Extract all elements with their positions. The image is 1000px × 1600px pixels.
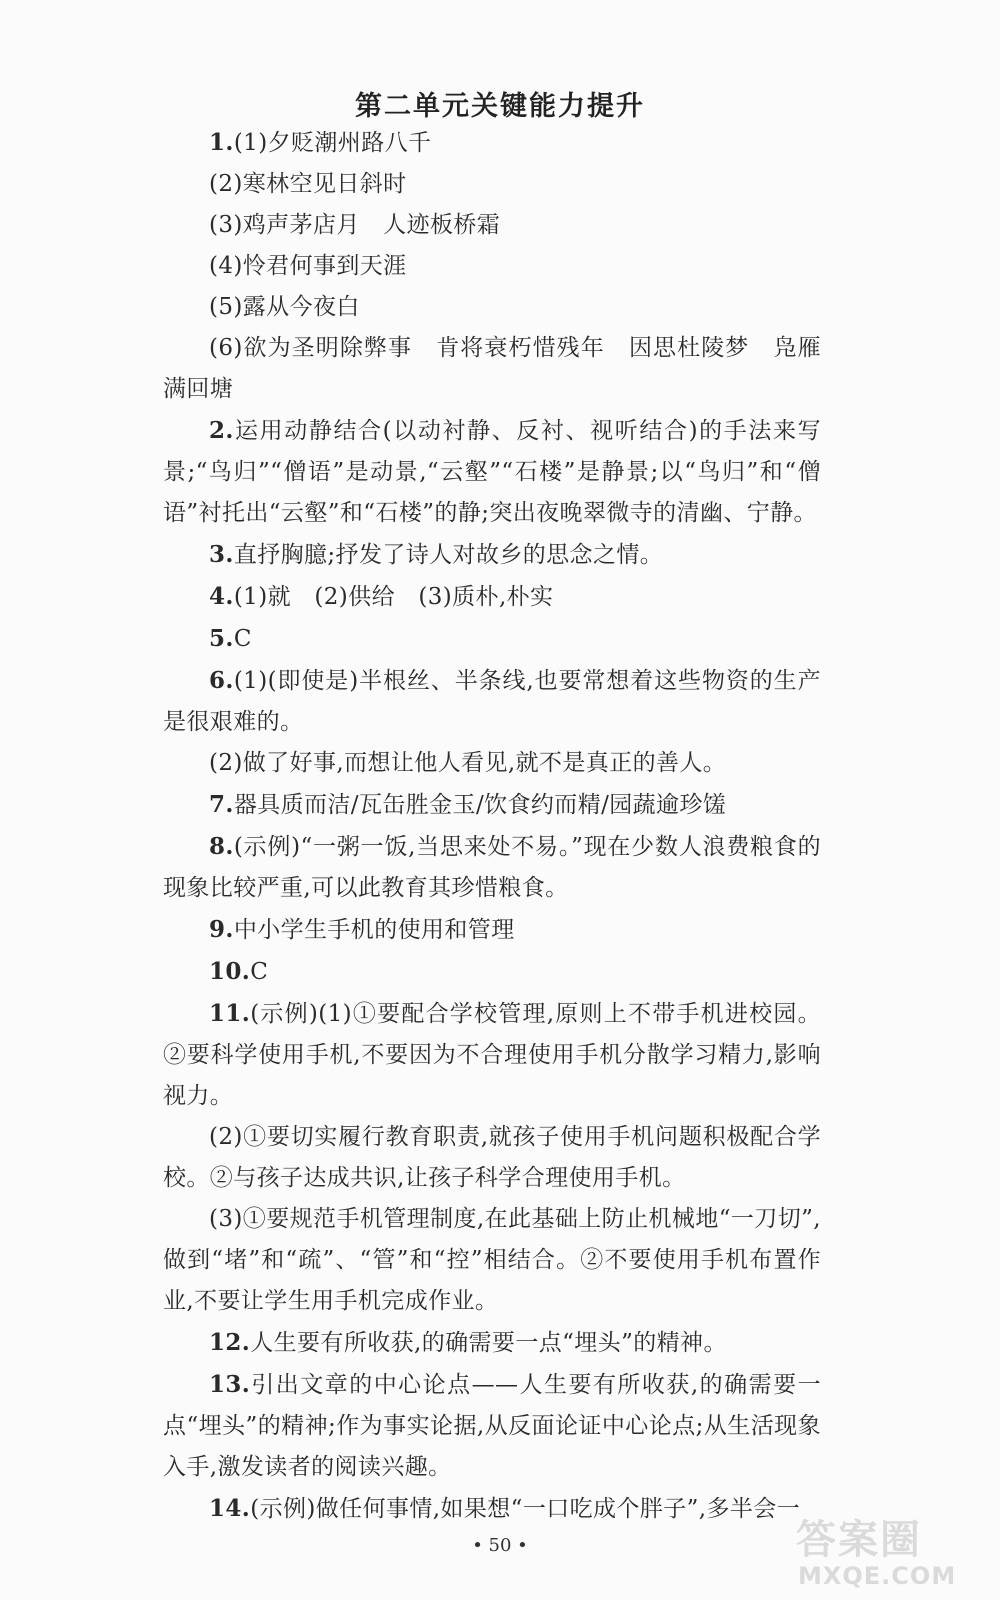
answer-item	[163, 534, 821, 576]
answer-number: 12.	[209, 1329, 251, 1356]
answer-text: (1)就 (2)供给 (3)质朴,朴实	[233, 584, 554, 610]
answer-item	[163, 164, 821, 205]
answer-item	[163, 246, 821, 287]
answer-item	[163, 1117, 821, 1199]
answer-text: (示例)做任何事情,如果想“一口吃成个胖子”,多半会一	[250, 1496, 801, 1522]
answer-number: 8.	[209, 833, 234, 860]
answer-item	[163, 205, 821, 246]
answer-text: 运用动静结合(以动衬静、反衬、视听结合)的手法来写景;“鸟归”“僧语”是动景,“云壑”“石楼”是静景;以“鸟归”和“僧语”衬托出“云壑”和“石楼”的静;突出夜晚翠微寺的清幽、宁静。	[163, 418, 821, 526]
answer-text: (3)①要规范手机管理制度,在此基础上防止机械地“一刀切”,做到“堵”和“疏”、“管”和“控”相结合。②不要使用手机布置作业,不要让学生用手机完成作业。	[163, 1206, 821, 1314]
answer-item	[163, 826, 821, 909]
answer-text: (1)夕贬潮州路八千	[233, 130, 432, 156]
answer-number: 11.	[209, 1000, 251, 1027]
answer-text: 直抒胸臆;抒发了诗人对故乡的思念之情。	[233, 542, 664, 568]
answer-number: 14.	[209, 1495, 251, 1522]
answer-item	[163, 410, 821, 534]
answer-text: (5)露从今夜白	[209, 294, 360, 320]
answer-text: 中小学生手机的使用和管理	[233, 917, 515, 943]
page-number: • 50 •	[472, 1535, 528, 1556]
watermark-url: MXQE.COM	[798, 1562, 957, 1590]
answer-text: 人生要有所收获,的确需要一点“埋头”的精神。	[250, 1330, 727, 1356]
answer-text: (4)怜君何事到天涯	[209, 253, 407, 279]
answer-text: (1)(即使是)半根丝、半条线,也要常想着这些物资的生产是很艰难的。	[163, 668, 821, 735]
answer-number: 5.	[209, 625, 234, 652]
answer-number: 4.	[209, 583, 234, 610]
answer-list	[163, 122, 821, 1530]
answer-text: (示例)(1)①要配合学校管理,原则上不带手机进校园。②要科学使用手机,不要因为不合理使用手机分散学习精力,影响视力。	[163, 1001, 821, 1109]
answer-number: 3.	[209, 541, 234, 568]
answer-number: 7.	[209, 791, 234, 818]
answer-item	[163, 1199, 821, 1322]
page-title: 第二单元关键能力提升	[355, 91, 645, 122]
answer-text: 引出文章的中心论点——人生要有所收获,的确需要一点“埋头”的精神;作为事实论据,从反面论证中心论点;从生活现象入手,激发读者的阅读兴趣。	[163, 1372, 821, 1480]
answer-item	[163, 287, 821, 328]
answer-number: 13.	[209, 1371, 251, 1398]
answer-text: (3)鸡声茅店月 人迹板桥霜	[209, 212, 501, 238]
answer-item	[163, 1364, 821, 1488]
answer-number: 10.	[209, 958, 251, 985]
answer-item	[163, 328, 821, 410]
answer-item	[163, 951, 821, 993]
answer-item	[163, 660, 821, 743]
answer-item	[163, 784, 821, 826]
answer-item	[163, 909, 821, 951]
answer-item	[163, 1322, 821, 1364]
watermark-logo-text: 答案圈	[796, 1517, 922, 1563]
answer-number: 9.	[209, 916, 234, 943]
answer-number: 1.	[209, 129, 234, 156]
answer-number: 2.	[209, 417, 234, 444]
answer-item	[163, 618, 821, 660]
answer-text: (6)欲为圣明除弊事 肯将衰朽惜残年 因思杜陵梦 凫雁满回塘	[163, 335, 821, 402]
answer-text: 器具质而洁/瓦缶胜金玉/饮食约而精/园蔬逾珍馐	[233, 792, 727, 818]
answer-text: (2)①要切实履行教育职责,就孩子使用手机问题积极配合学校。②与孩子达成共识,让孩子科学合理使用手机。	[163, 1124, 821, 1191]
answer-text: (示例)“一粥一饭,当思来处不易。”现在少数人浪费粮食的现象比较严重,可以此教育其珍惜粮食。	[163, 834, 821, 901]
answer-text: (2)寒林空见日斜时	[209, 171, 407, 197]
answer-text: C	[250, 959, 269, 985]
answer-text: C	[233, 626, 252, 652]
answer-item	[163, 576, 821, 618]
watermark-logo	[786, 1508, 986, 1590]
answer-item	[163, 993, 821, 1117]
answer-text: (2)做了好事,而想让他人看见,就不是真正的善人。	[209, 750, 727, 776]
answer-item	[163, 743, 821, 784]
answer-number: 6.	[209, 667, 234, 694]
answer-item	[163, 1488, 821, 1530]
answer-item	[163, 122, 821, 164]
